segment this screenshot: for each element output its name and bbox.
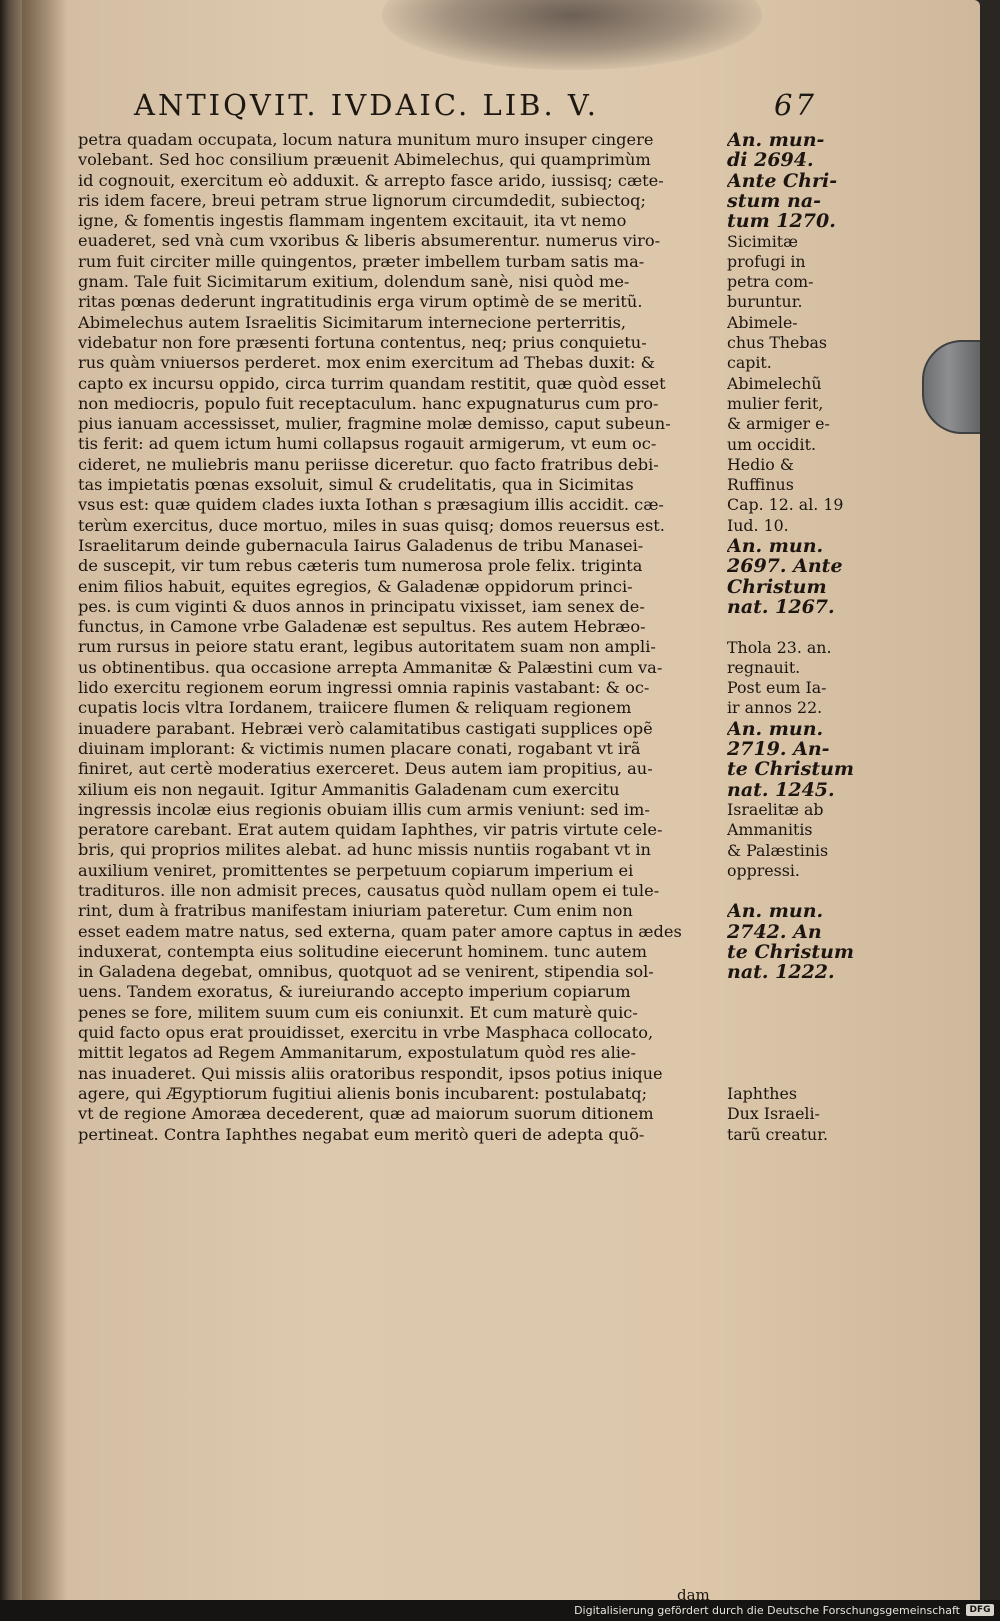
text-line: in Galadena degebat, omnibus, quotquot ad se venirent, stipendia sol- [78,962,654,982]
text-line: euaderet, sed vnà cum vxoribus & liberis absumerentur. numerus viro- [78,231,661,251]
text-line: terùm exercitus, duce mortuo, miles in suas quisq; domos reuersus est. [78,515,665,535]
text-line: peratore carebant. Erat autem quidam Iaphthes, vir patris virtute cele- [78,820,663,840]
margin-note: Ruffinus [727,475,794,495]
running-title: ANTIQVIT. IVDAIC. LIB. V. [134,88,599,122]
text-line: pertineat. Contra Iaphthes negabat eum meritò queri de adepta quõ- [78,1124,645,1144]
text-line: auxilium veniret, promittentes se perpetuum copiarum imperium ei [78,860,634,880]
catchword: dam [677,1586,710,1600]
text-line: enim filios habuit, equites egregios, & Galadenæ oppidorum princi- [78,576,633,596]
dfg-logo: DFG [966,1604,994,1616]
margin-note: Dux Israeli- [727,1104,820,1124]
margin-date-note: te Christum [727,942,855,963]
margin-note: um occidit. [727,434,816,454]
margin-date-note: 2742. An [727,921,822,942]
margin-date-note: An. mun. [727,536,824,557]
text-line: finiret, aut certè moderatius exerceret. Deus autem iam propitius, au- [78,759,653,779]
margin-note: chus Thebas [727,333,828,352]
text-line: de suscepit, vir tum rebus cæteris tum numerosa prole felix. triginta [78,556,643,576]
bookmark-tab [922,340,980,434]
margin-date-note: nat. 1267. [727,596,835,618]
text-line: diuinam implorant: & victimis numen placare conati, rogabant vt irã [78,738,641,758]
margin-note: petra com- [727,272,814,292]
text-line: lido exercitu regionem eorum ingressi omnia rapinis vastabant: & oc- [78,678,650,698]
book-page [22,0,980,1600]
main-text-column [78,130,730,1145]
text-line: vsus est: quæ quidem clades iuxta Iothan s præsagium illis accidit. cæ- [78,495,664,515]
margin-note: Israelitæ ab [727,799,824,819]
text-line: induxerat, contempta eius solitudine eiecerunt hominem. tunc autem [78,941,647,961]
margin-note: Post eum Ia- [727,678,827,698]
page-gutter-shadow [22,0,67,1600]
text-line: pes. is cum viginti & duos annos in principatu vixisset, iam senex de- [78,596,645,616]
margin-note: & Palæstinis [727,840,829,860]
text-line: nas inuaderet. Qui missis aliis oratoribus respondit, ipsos potius inique [78,1063,663,1083]
text-line: id cognouit, exercitum eò adduxit. & arrepto fasce arido, iussisq; cæte- [78,170,664,190]
text-line: vt de regione Amoræa decederent, quæ ad maiorum suorum ditionem [78,1104,654,1124]
text-line: xilium eis non negauit. Igitur Ammanitis Galadenam cum exercitu [78,779,620,799]
text-line: tis ferit: ad quem ictum humi collapsus rogauit armigerum, vt eum oc- [78,434,657,454]
margin-note: profugi in [727,251,806,271]
margin-note: Sicimitæ [727,231,799,251]
text-line: ris idem facere, breui petram strue lignorum circumdedit, subiectoq; [78,190,646,210]
text-line: rint, dum à fratribus manifestam iniuriam pateretur. Cum enim non [78,901,633,921]
text-line: ritas pœnas dederunt ingratitudinis erga virum optimè de se meritũ. [78,292,643,312]
margin-date-note: Christum [727,576,827,597]
text-line: bris, qui proprios milites alebat. ad hunc missis nuntiis rogabant vt in [78,840,651,860]
margin-date-note: nat. 1222. [727,962,835,983]
margin-date-note: 2719. An- [727,739,830,760]
margin-note: & armiger e- [727,414,830,434]
margin-note: Iaphthes [727,1084,797,1104]
text-line: quid facto opus erat prouidisset, exercitu in vrbe Masphaca collocato, [78,1023,654,1043]
margin-note: regnauit. [727,657,801,677]
margin-note: Iud. 10. [727,515,789,535]
margin-date-note: nat. 1245. [727,779,835,800]
text-line: cideret, ne muliebris manu periisse diceretur. quo facto fratribus debi- [78,454,659,474]
text-line: mittit legatos ad Regem Ammanitarum, expostulatum quòd res alie- [78,1043,636,1063]
text-line: gnam. Tale fuit Sicimitarum exitium, dolendum sanè, nisi quòd me- [78,272,630,292]
margin-date-note: An. mun- [727,130,825,151]
footer-credit: Digitalisierung gefördert durch die Deutsche Forschungsgemeinschaft [574,1604,960,1617]
text-line: tas impietatis pœnas exsoluit, simul & crudelitatis, qua in Sicimitas [78,475,634,495]
margin-date-note: 2697. Ante [727,556,843,577]
text-line: functus, in Camone vrbe Galadenæ est sepultus. Res autem Hebræo- [78,617,646,637]
margin-note: tarũ creatur. [727,1124,829,1144]
page-stain [382,0,762,70]
margin-note: Cap. 12. al. 19 [727,495,844,515]
margin-date-note: stum na- [727,190,822,212]
margin-note: mulier ferit, [727,393,824,413]
text-line: uens. Tandem exoratus, & iureiurando accepto imperium copiarum [78,982,631,1002]
text-line: Abimelechus autem Israelitis Sicimitarum internecione perterritis, [78,312,627,332]
page-number: 67 [774,88,817,122]
text-line: penes se fore, militem suum cum eis coniunxit. Et cum maturè quic- [78,1002,638,1022]
margin-date-note: An. mun. [727,718,824,739]
margin-date-note: An. mun. [727,901,824,922]
text-line: rum rursus in peiore statu erant, legibus autoritatem suam non ampli- [78,637,656,657]
text-line: us obtinentibus. qua occasione arrepta Ammanitæ & Palæstini cum va- [78,657,663,677]
text-line: cupatis locis vltra Iordanem, traiicere flumen & reliquam regionem [78,698,632,718]
margin-note: Hedio & [727,454,794,474]
margin-note: Abimelechũ [727,373,822,393]
book-spine-edge [0,0,22,1600]
text-line: Israelitarum deinde gubernacula Iairus Galadenus de tribu Manasei- [78,535,644,555]
text-line: non mediocris, populo fuit receptaculum. hanc expugnaturus cum pro- [78,393,659,413]
text-line: rum fuit circiter mille quingentos, præter imbellem turbam satis ma- [78,251,645,271]
margin-note: Thola 23. an. [727,637,832,657]
text-line: capto ex incursu oppido, circa turrim quandam restitit, quæ quòd esset [78,373,666,393]
text-line: videbatur non fore præsenti fortuna contentus, neq; prius conquietu- [78,332,647,352]
margin-note: Abimele- [727,312,798,332]
text-line: ingressis incolæ eius regionis obuiam illis cum armis veniunt: sed im- [78,799,650,819]
digitization-footer [0,1600,1000,1621]
margin-note: ir annos 22. [727,698,823,718]
text-line: volebant. Sed hoc consilium præuenit Abimelechus, qui quamprimùm [78,150,651,170]
margin-date-note: Ante Chri- [727,170,838,191]
margin-date-note: di 2694. [727,150,814,171]
text-line: pius ianuam accessisset, mulier, fragmine molæ demisso, caput subeun- [78,414,671,434]
margin-date-note: te Christum [727,759,855,780]
margin-note: Ammanitis [727,820,813,840]
text-line: petra quadam occupata, locum natura munitum muro insuper cingere [78,130,654,149]
text-line: rus quàm vniuersos perderet. mox enim exercitum ad Thebas duxit: & [78,353,656,373]
text-line: igne, & fomentis ingestis flammam ingentem excitauit, ita vt nemo [78,211,627,231]
text-line: agere, qui Ægyptiorum fugitiui alienis bonis incubarent: postulabatq; [78,1083,648,1103]
text-line: inuadere parabant. Hebræi verò calamitatibus castigati supplices opẽ [78,718,653,738]
margin-note: oppressi. [727,860,800,880]
running-header [134,88,954,128]
margin-date-note: tum 1270. [727,211,836,232]
text-line: esset eadem matre natus, sed externa, quam pater amore captus in ædes [78,921,682,941]
margin-note: capit. [727,353,772,373]
margin-note: buruntur. [727,292,803,312]
text-line: tradituros. ille non admisit preces, causatus quòd nullam opem ei tule- [78,880,660,900]
